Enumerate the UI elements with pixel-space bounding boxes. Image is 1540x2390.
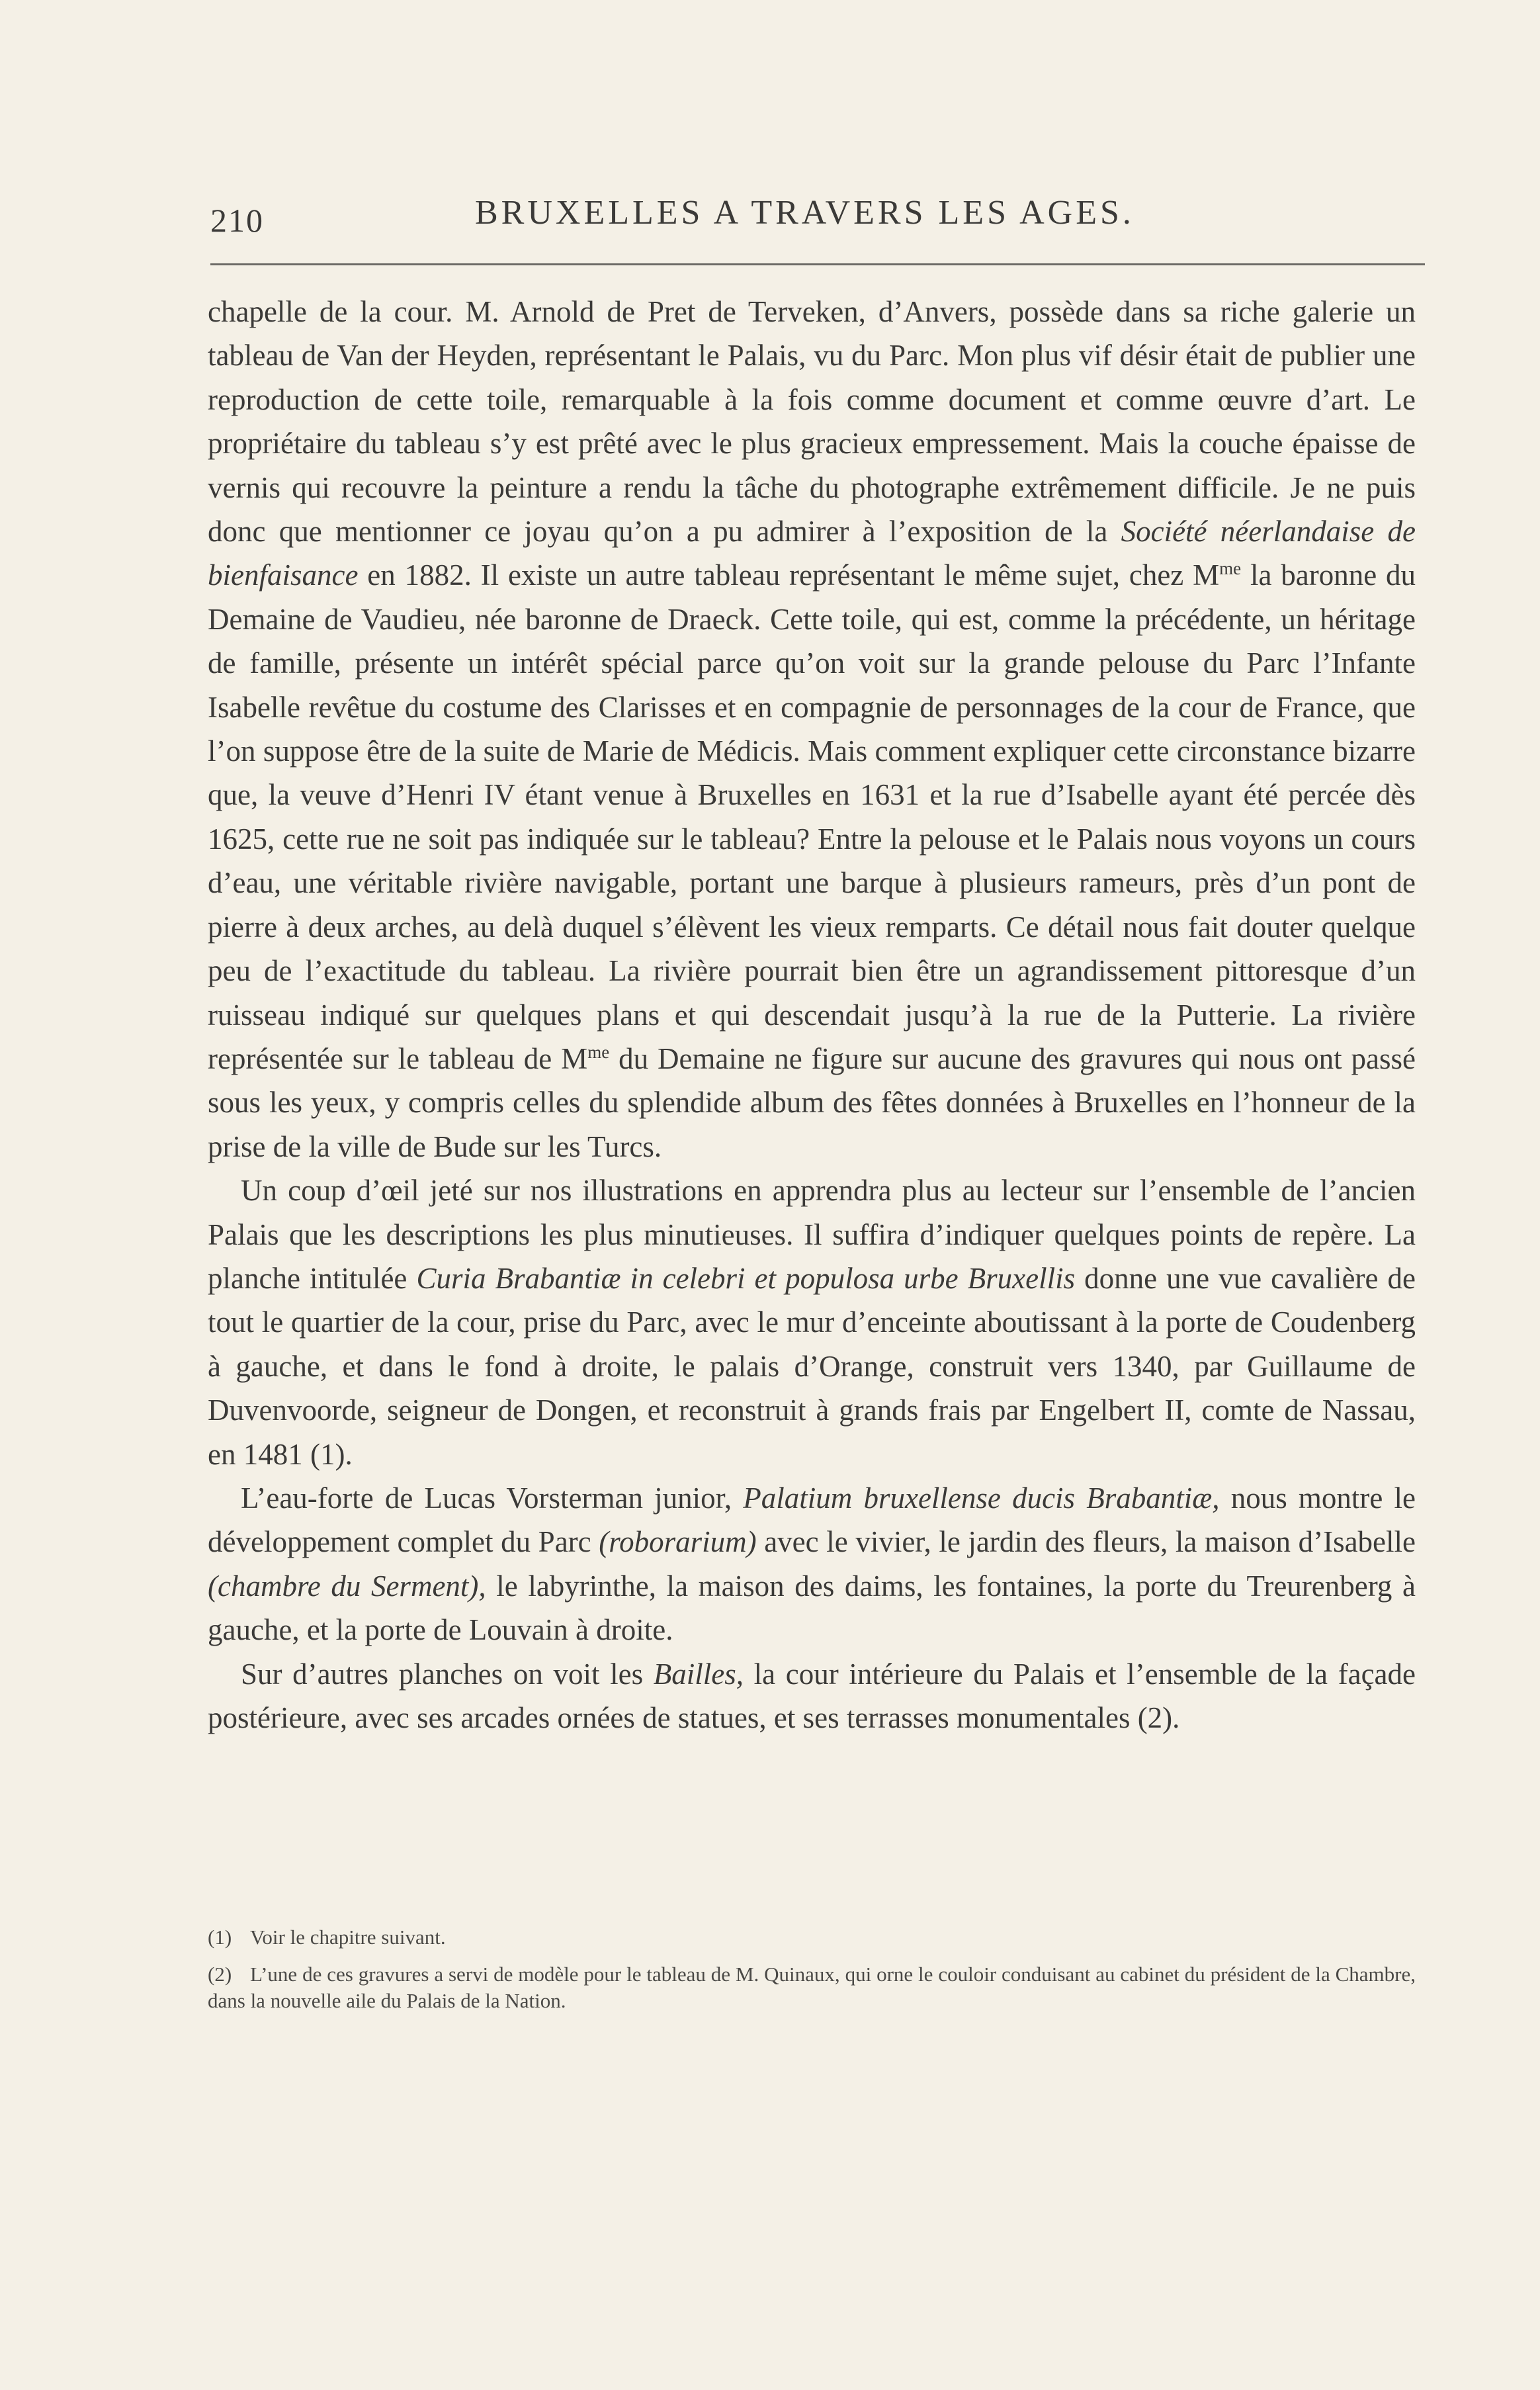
footnote	[208, 1961, 1416, 2014]
footnote-text: L’une de ces gravures a servi de modèle pour le tableau de M. Quinaux, qui orne le couloir conduisant au cabinet du président de la Chambre, dans la nouvelle aile du Palais de la Nation.	[208, 1963, 1416, 2012]
text-run: donne une vue cavalière de tout le quartier de la cour, prise du Parc, avec le mur d’enceinte aboutissant à la porte de Coudenberg à gauche, et dans le fond à droite, le palais d’Orange, construit vers 1340, par Guillaume de Duvenvoorde, seigneur de Dongen, et reconstruit à grands frais par Engelbert II, comte de Nassau, en 1481 (1).	[208, 1261, 1416, 1471]
paragraph	[208, 1169, 1416, 1476]
italic-text: Société néerlandaise de bienfaisance	[208, 515, 1416, 592]
running-title: BRUXELLES A TRAVERS LES AGES.	[475, 194, 1134, 232]
footnote-label: (1)	[208, 1925, 232, 1949]
text-run: du Demaine ne figure sur aucune des gravures qui nous ont passé sous les yeux, y compris celles du splendide album des fêtes données à Bruxelles en l’honneur de la prise de la ville de Bude sur les Turcs.	[208, 1041, 1416, 1163]
italic-text: Curia Brabantiæ in celebri et populosa urbe Bruxellis	[416, 1261, 1076, 1295]
text-run: L’eau-forte de Lucas Vorsterman junior,	[241, 1481, 744, 1515]
text-run: nous montre le développement complet du Parc	[208, 1481, 1416, 1559]
footnotes	[208, 1924, 1416, 2025]
footnote-label: (2)	[208, 1963, 232, 1986]
superscript: me	[587, 1041, 610, 1062]
italic-text: Bailles,	[653, 1657, 744, 1691]
text-run: avec le vivier, le jardin des fleurs, la maison d’Isabelle	[756, 1525, 1416, 1559]
paragraph	[208, 1652, 1416, 1740]
footnote	[208, 1924, 1416, 1951]
body-text	[208, 290, 1416, 1740]
text-run: Sur d’autres planches on voit les	[241, 1657, 654, 1691]
paragraph	[208, 290, 1416, 1169]
text-run: la cour intérieure du Palais et l’ensemble de la façade postérieure, avec ses arcades ornées de statues, et ses terrasses monumentales (2).	[208, 1657, 1416, 1734]
italic-text: (chambre du Serment),	[208, 1569, 486, 1603]
superscript: me	[1219, 558, 1242, 579]
page-number: 210	[210, 202, 264, 239]
text-run: en 1882. Il existe un autre tableau représentant le même sujet, chez M	[358, 558, 1220, 592]
text-run: le labyrinthe, la maison des daims, les fontaines, la porte du Treurenberg à gauche, et la porte de Louvain à droite.	[208, 1569, 1416, 1647]
text-run: chapelle de la cour. M. Arnold de Pret de Terveken, d’Anvers, possède dans sa riche galerie un tableau de Van der Heyden, représentant le Palais, vu du Parc. Mon plus vif désir était de publier une reproduction de cette toile, remarquable à la fois comme document et comme œuvre d’art. Le propriétaire du tableau s’y est prêté avec le plus gracieux empressement. Mais la couche épaisse de vernis qui recouvre la peinture a rendu la tâche du photographe extrêmement difficile. Je ne puis donc que mentionner ce joyau qu’on a pu admirer à l’exposition de la	[208, 295, 1416, 549]
text-run: Un coup d’œil jeté sur nos illustrations en apprendra plus au lecteur sur l’ensemble de l’ancien Palais que les descriptions les plus minutieuses. Il suffira d’indiquer quelques points de repère. La planche intitulée	[208, 1174, 1416, 1295]
footnote-text: Voir le chapitre suivant.	[250, 1925, 446, 1949]
page-header	[210, 193, 1425, 241]
header-rule	[210, 263, 1425, 265]
italic-text: Palatium bruxellense ducis Brabantiæ,	[743, 1481, 1220, 1515]
paragraph	[208, 1476, 1416, 1652]
italic-text: (roborarium)	[599, 1525, 757, 1559]
text-run: la baronne du Demaine de Vaudieu, née baronne de Draeck. Cette toile, qui est, comme la précédente, un héritage de famille, présente un intérêt spécial parce qu’on voit sur la grande pelouse du Parc l’Infante Isabelle revêtue du costume des Clarisses et en compagnie de personnages de la cour de France, que l’on suppose être de la suite de Marie de Médicis. Mais comment expliquer cette circonstance bizarre que, la veuve d’Henri IV étant venue à Bruxelles en 1631 et la rue d’Isabelle ayant été percée dès 1625, cette rue ne soit pas indiquée sur le tableau? Entre la pelouse et le Palais nous voyons un cours d’eau, une véritable rivière navigable, portant une barque à plusieurs rameurs, près d’un pont de pierre à deux arches, au delà duquel s’élèvent les vieux remparts. Ce détail nous fait douter quelque peu de l’exactitude du tableau. La rivière pourrait bien être un agrandissement pittoresque d’un ruisseau indiqué sur quelques plans et qui descendait jusqu’à la rue de la Putterie. La rivière représentée sur le tableau de M	[208, 558, 1416, 1075]
